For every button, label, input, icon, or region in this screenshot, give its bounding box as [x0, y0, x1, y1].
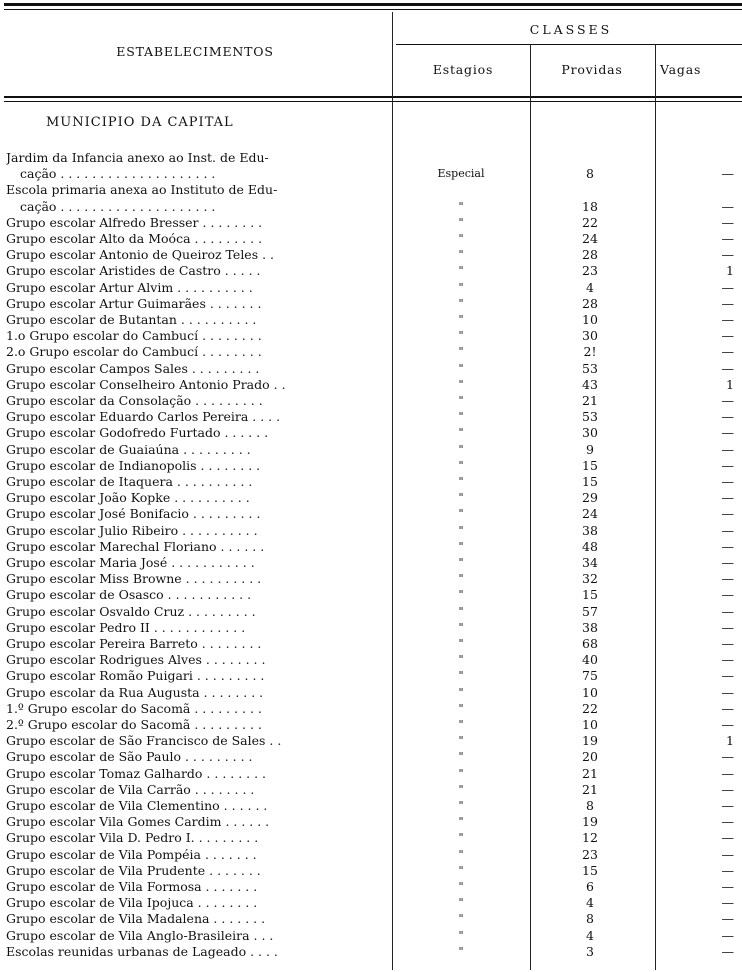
- table-row: [0, 620, 742, 636]
- providas-cell: 3: [586, 943, 594, 959]
- table-row: [0, 798, 742, 814]
- vagas-cell: —: [721, 555, 734, 570]
- providas-cell: 8: [586, 911, 594, 927]
- estagios-cell: ": [458, 345, 464, 359]
- table-row: [0, 749, 742, 765]
- vagas-cell: —: [721, 441, 734, 457]
- table-row: [0, 409, 742, 425]
- estagios-cell: ": [458, 361, 464, 375]
- establishment-name: Grupo escolar de Osasco . . . . . . . . . . .: [6, 587, 252, 603]
- vagas-cell: —: [721, 862, 734, 878]
- estagios-cell: ": [458, 248, 464, 262]
- establishment-name: Grupo escolar Maria José . . . . . . . . . . .: [6, 555, 255, 570]
- vagas-cell: —: [721, 393, 734, 408]
- top-rule-thin: [4, 9, 742, 10]
- vagas-cell: —: [721, 700, 734, 716]
- vagas-cell: —: [721, 587, 734, 603]
- estagios-cell: ": [458, 491, 464, 505]
- vagas-cell: —: [721, 749, 734, 765]
- vagas-cell: —: [721, 927, 734, 943]
- providas-cell: 15: [582, 474, 598, 489]
- table-row: [0, 296, 742, 312]
- providas-cell: 28: [582, 295, 598, 311]
- providas-cell: 24: [582, 506, 598, 522]
- estagios-cell: ": [458, 377, 464, 391]
- providas-cell: 20: [582, 749, 598, 765]
- top-rule: [4, 3, 742, 6]
- estagios-cell: ": [458, 199, 464, 213]
- establishment-name: Grupo escolar João Kopke . . . . . . . . . .: [6, 490, 250, 506]
- establishment-name: Grupo escolar Romão Puigari . . . . . . . . .: [6, 668, 265, 684]
- estagios-cell: ": [458, 896, 464, 910]
- estagios-cell: ": [458, 685, 464, 699]
- establishment-name: Grupo escolar de Indianopolis . . . . . . . .: [6, 457, 261, 473]
- table-row: [0, 879, 742, 895]
- establishment-name: Jardim da Infancia anexo ao Inst. de Edu-: [6, 150, 269, 165]
- establishment-name: Grupo escolar José Bonifacio . . . . . . . . .: [6, 506, 261, 522]
- establishment-name: Grupo escolar de Vila Anglo-Brasileira . . .: [6, 927, 274, 943]
- table-row: [0, 215, 742, 231]
- estagios-cell: ": [458, 507, 464, 521]
- estagios-cell: ": [458, 556, 464, 569]
- table-row: [0, 425, 742, 441]
- providas-cell: 6: [586, 879, 594, 894]
- estagios-cell: ": [458, 831, 464, 845]
- estagios-cell: ": [458, 572, 464, 586]
- vagas-cell: —: [721, 166, 734, 182]
- establishment-name: Grupo escolar de Vila Ipojuca . . . . . . . .: [6, 895, 258, 911]
- establishment-name: Grupo escolar Vila Gomes Cardim . . . . . .: [6, 814, 270, 830]
- estagios-cell: ": [458, 296, 464, 310]
- vagas-cell: —: [721, 279, 734, 295]
- vagas-cell: —: [721, 619, 734, 635]
- classes-underline: [396, 44, 742, 45]
- estagios-cell: ": [458, 458, 464, 472]
- estagios-cell: ": [458, 863, 464, 877]
- estagios-cell: ": [458, 847, 464, 861]
- providas-cell: 18: [582, 198, 598, 214]
- providas-cell: 15: [582, 457, 598, 473]
- table-row: [0, 636, 742, 652]
- providas-cell: 8: [586, 798, 594, 813]
- table-row: [0, 652, 742, 668]
- table-row: [0, 830, 742, 846]
- establishment-name: Grupo escolar Rodrigues Alves . . . . . . . .: [6, 652, 266, 668]
- estagios-cell: ": [458, 750, 464, 764]
- table-row: [0, 571, 742, 587]
- providas-cell: 23: [582, 263, 598, 279]
- table-row: [0, 847, 742, 863]
- estagios-cell: ": [458, 912, 464, 926]
- vagas-cell: 1: [726, 263, 734, 279]
- vagas-cell: —: [721, 814, 734, 830]
- table-row: [0, 814, 742, 830]
- establishment-name: Grupo escolar de Vila Formosa . . . . . . .: [6, 879, 258, 894]
- table-row: [0, 944, 742, 960]
- section-title: MUNICIPIO DA CAPITAL: [46, 115, 234, 130]
- vagas-cell: —: [721, 895, 734, 911]
- establishment-name: Grupo escolar Antonio de Queiroz Teles . .: [6, 247, 275, 263]
- table-row: [0, 587, 742, 603]
- vagas-cell: —: [721, 474, 734, 489]
- table-row: [0, 668, 742, 684]
- establishment-name: Grupo escolar de Vila Clementino . . . . . .: [6, 798, 268, 813]
- estagios-cell: ": [458, 394, 464, 407]
- providas-cell: 19: [582, 733, 598, 749]
- vagas-cell: —: [721, 457, 734, 473]
- vagas-cell: —: [721, 846, 734, 862]
- establishment-name: Escolas reunidas urbanas de Lageado . . . .: [6, 943, 278, 959]
- table-row: [0, 247, 742, 263]
- table-row: [0, 280, 742, 296]
- vagas-cell: —: [721, 214, 734, 230]
- estagios-cell: ": [458, 426, 464, 440]
- providas-cell: 23: [582, 846, 598, 862]
- estagios-cell: ": [458, 653, 464, 667]
- establishment-name: Grupo escolar de Guaiaúna . . . . . . . . .: [6, 441, 251, 457]
- providas-cell: 24: [582, 231, 598, 246]
- providas-cell: 21: [582, 765, 598, 781]
- establishment-name: 1.º Grupo escolar do Sacomã . . . . . . . . .: [6, 700, 262, 716]
- vagas-cell: —: [721, 295, 734, 311]
- estagios-cell: ": [458, 944, 464, 958]
- providas-cell: 10: [582, 684, 598, 700]
- establishment-name: Grupo escolar Artur Alvim . . . . . . . . . .: [6, 279, 253, 295]
- table-row: [0, 733, 742, 749]
- estagios-cell: ": [458, 539, 464, 553]
- estagios-cell: ": [458, 815, 464, 829]
- table-row: [0, 328, 742, 344]
- vagas-cell: —: [721, 506, 734, 522]
- estagios-cell: ": [458, 799, 464, 812]
- establishment-name: Grupo escolar Pereira Barreto . . . . . . . .: [6, 636, 262, 651]
- providas-cell: 10: [582, 312, 598, 327]
- establishment-name: Grupo escolar Vila D. Pedro I. . . . . . . . .: [6, 830, 259, 846]
- vagas-cell: —: [721, 781, 734, 797]
- table-row: [0, 312, 742, 328]
- providas-cell: 4: [586, 927, 594, 943]
- table-row: [0, 150, 742, 166]
- vagas-cell: —: [721, 603, 734, 619]
- table-row: [0, 474, 742, 490]
- providas-cell: 40: [582, 652, 598, 668]
- header-establishments: ESTABELECIMENTOS: [116, 44, 274, 59]
- estagios-cell: ": [458, 232, 464, 245]
- table-row: [0, 685, 742, 701]
- table-row: [0, 231, 742, 247]
- table-row: [0, 490, 742, 506]
- header-estagios: Estagios: [432, 62, 494, 77]
- vagas-cell: —: [721, 344, 734, 360]
- table-row: [0, 442, 742, 458]
- table-row: [0, 458, 742, 474]
- vagas-cell: —: [721, 798, 734, 813]
- table-row: [0, 717, 742, 733]
- estagios-cell: ": [458, 313, 464, 326]
- table-row-continuation: [0, 166, 742, 182]
- providas-cell: 34: [582, 555, 598, 570]
- vagas-cell: —: [721, 911, 734, 927]
- providas-cell: 43: [582, 376, 598, 392]
- estagios-cell: ": [458, 264, 464, 278]
- estagios-cell: ": [458, 588, 464, 602]
- establishment-name: Escola primaria anexa ao Instituto de Edu-: [6, 182, 278, 198]
- establishment-name: Grupo escolar Campos Sales . . . . . . . . .: [6, 360, 260, 376]
- establishment-name: 2.º Grupo escolar do Sacomã . . . . . . . . .: [6, 717, 262, 732]
- estagios-cell: ": [458, 280, 464, 294]
- vagas-cell: —: [721, 652, 734, 668]
- providas-cell: 12: [582, 830, 598, 846]
- providas-cell: 57: [582, 603, 598, 619]
- establishment-name: Grupo escolar da Consolação . . . . . . . . .: [6, 393, 263, 408]
- estagios-cell: ": [458, 880, 464, 893]
- vagas-cell: —: [721, 522, 734, 538]
- establishment-name: Grupo escolar da Rua Augusta . . . . . . . .: [6, 684, 264, 700]
- table-row: [0, 344, 742, 360]
- providas-cell: 22: [582, 214, 598, 230]
- estagios-cell: ": [458, 604, 464, 618]
- providas-cell: 30: [582, 328, 598, 344]
- providas-cell: 29: [582, 490, 598, 506]
- establishment-name-continuation: cação . . . . . . . . . . . . . . . . . . . .: [20, 166, 216, 182]
- establishment-name: Grupo escolar de Vila Prudente . . . . . . .: [6, 862, 261, 878]
- vagas-cell: —: [721, 490, 734, 506]
- providas-cell: 30: [582, 425, 598, 441]
- providas-cell: 53: [582, 360, 598, 376]
- header-providas: Providas: [561, 62, 623, 77]
- vagas-cell: —: [721, 409, 734, 425]
- table-row: [0, 539, 742, 555]
- establishment-name: Grupo escolar de Butantan . . . . . . . . . .: [6, 312, 257, 327]
- estagios-cell: ": [458, 701, 464, 715]
- providas-cell: 38: [582, 522, 598, 538]
- establishment-name: Grupo escolar Pedro II . . . . . . . . . . . .: [6, 619, 246, 635]
- vagas-cell: —: [721, 717, 734, 732]
- estagios-cell: ": [458, 782, 464, 796]
- establishment-name: Grupo escolar Alto da Moóca . . . . . . . . .: [6, 231, 263, 246]
- establishment-name: Grupo escolar de Vila Madalena . . . . . . .: [6, 911, 266, 927]
- providas-cell: 4: [586, 279, 594, 295]
- vagas-cell: 1: [726, 733, 734, 749]
- providas-cell: 4: [586, 895, 594, 911]
- providas-cell: 21: [582, 781, 598, 797]
- establishment-name: Grupo escolar Miss Browne . . . . . . . . . .: [6, 571, 262, 587]
- table-row: [0, 523, 742, 539]
- vagas-cell: —: [721, 684, 734, 700]
- estagios-cell: ": [458, 928, 464, 942]
- table-row: [0, 895, 742, 911]
- table-row: [0, 928, 742, 944]
- table-row: [0, 555, 742, 571]
- providas-cell: 19: [582, 814, 598, 830]
- establishment-name: Grupo escolar Tomaz Galhardo . . . . . . . .: [6, 765, 267, 781]
- estagios-cell: ": [458, 766, 464, 780]
- vagas-cell: —: [721, 571, 734, 587]
- estagios-cell: ": [458, 669, 464, 683]
- establishment-name: Grupo escolar de Vila Pompéia . . . . . . .: [6, 846, 257, 862]
- providas-cell: 15: [582, 587, 598, 603]
- estagios-cell: ": [458, 620, 464, 634]
- estagios-cell: ": [458, 718, 464, 731]
- table-row-continuation: [0, 199, 742, 215]
- vagas-cell: —: [721, 538, 734, 554]
- table-row: [0, 782, 742, 798]
- table-row: [0, 911, 742, 927]
- estagios-cell: ": [458, 410, 464, 424]
- vagas-cell: —: [721, 312, 734, 327]
- establishment-name: Grupo escolar de Vila Carrão . . . . . . . .: [6, 781, 255, 797]
- establishment-name: Grupo escolar de São Francisco de Sales . .: [6, 733, 282, 749]
- estagios-cell: ": [458, 734, 464, 748]
- header-classes: CLASSES: [529, 22, 613, 37]
- vagas-cell: —: [721, 830, 734, 846]
- providas-cell: 8: [586, 166, 594, 182]
- vagas-cell: —: [721, 247, 734, 263]
- vagas-cell: —: [721, 943, 734, 959]
- establishment-name: Grupo escolar Marechal Floriano . . . . . .: [6, 538, 265, 554]
- establishment-name: Grupo escolar Osvaldo Cruz . . . . . . . . .: [6, 603, 256, 619]
- providas-cell: 48: [582, 538, 598, 554]
- establishment-name: Grupo escolar Artur Guimarães . . . . . . .: [6, 295, 262, 311]
- providas-cell: 21: [582, 393, 598, 408]
- providas-cell: 2!: [583, 344, 597, 360]
- estagios-cell: Especial: [437, 167, 485, 181]
- establishment-name: Grupo escolar Alfredo Bresser . . . . . . . .: [6, 214, 263, 230]
- estagios-cell: ": [458, 329, 464, 343]
- providas-cell: 9: [586, 441, 594, 457]
- establishment-name: Grupo escolar Conselheiro Antonio Prado . .: [6, 376, 286, 392]
- estagios-cell: ": [458, 523, 464, 537]
- providas-cell: 75: [582, 668, 598, 684]
- header-bottom-rule-thin: [4, 101, 742, 102]
- providas-cell: 10: [582, 717, 598, 732]
- establishment-name-continuation: cação . . . . . . . . . . . . . . . . . . . .: [20, 198, 216, 214]
- providas-cell: 68: [582, 636, 598, 651]
- vagas-cell: —: [721, 636, 734, 651]
- establishment-name: 2.o Grupo escolar do Cambucí . . . . . . . .: [6, 344, 262, 360]
- table-row: [0, 361, 742, 377]
- providas-cell: 22: [582, 700, 598, 716]
- table-row: [0, 393, 742, 409]
- table-row: [0, 377, 742, 393]
- table-row: [0, 604, 742, 620]
- table-row: [0, 766, 742, 782]
- providas-cell: 53: [582, 409, 598, 425]
- vagas-cell: —: [721, 231, 734, 246]
- table-row: [0, 263, 742, 279]
- establishment-name: Grupo escolar de São Paulo . . . . . . . . .: [6, 749, 253, 765]
- vagas-cell: —: [721, 360, 734, 376]
- estagios-cell: ": [458, 215, 464, 229]
- header-vagas: Vagas: [660, 62, 702, 77]
- table-row: [0, 506, 742, 522]
- providas-cell: 32: [582, 571, 598, 587]
- providas-cell: 38: [582, 619, 598, 635]
- vagas-cell: —: [721, 765, 734, 781]
- estagios-cell: ": [458, 637, 464, 650]
- establishment-name: Grupo escolar Julio Ribeiro . . . . . . . . . .: [6, 522, 258, 538]
- establishment-name: Grupo escolar Eduardo Carlos Pereira . . . .: [6, 409, 281, 425]
- vagas-cell: —: [721, 425, 734, 441]
- vagas-cell: —: [721, 879, 734, 894]
- establishment-name: Grupo escolar Aristides de Castro . . . . .: [6, 263, 261, 279]
- providas-cell: 15: [582, 862, 598, 878]
- vagas-cell: —: [721, 328, 734, 344]
- establishment-name: 1.o Grupo escolar do Cambucí . . . . . . . .: [6, 328, 262, 344]
- table-row: [0, 701, 742, 717]
- estagios-cell: ": [458, 442, 464, 456]
- establishment-name: Grupo escolar Godofredo Furtado . . . . . .: [6, 425, 269, 441]
- table-row: [0, 863, 742, 879]
- vagas-cell: 1: [726, 376, 734, 392]
- providas-cell: 28: [582, 247, 598, 263]
- vagas-cell: —: [721, 668, 734, 684]
- vagas-cell: —: [721, 198, 734, 214]
- estagios-cell: ": [458, 475, 464, 488]
- establishment-name: Grupo escolar de Itaquera . . . . . . . . . .: [6, 474, 253, 489]
- table-row: [0, 182, 742, 198]
- header-bottom-rule: [4, 96, 742, 98]
